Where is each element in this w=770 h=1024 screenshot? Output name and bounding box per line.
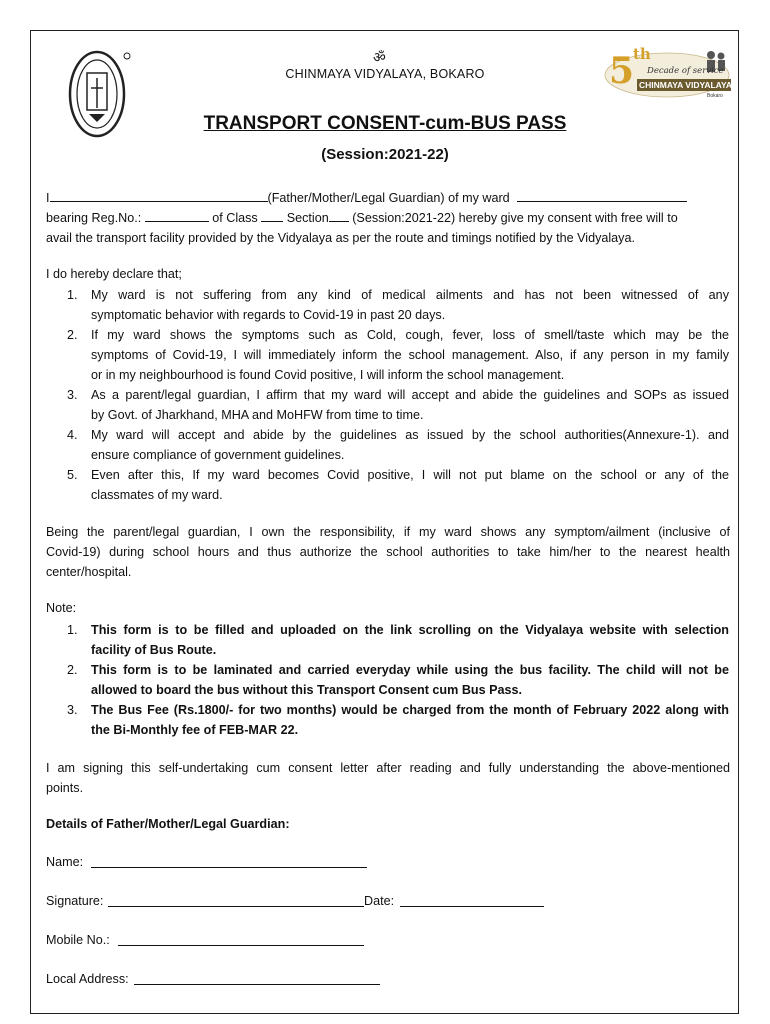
class-blank[interactable]: [261, 208, 283, 222]
note-1-line-1: This form is to be filled and uploaded on the link scrolling on the Vidyalaya website with selection: [91, 623, 729, 637]
name-label: Name:: [46, 855, 84, 869]
class-label: of Class: [212, 211, 258, 225]
declaration-2-line-3: or in my neighbourhood is found Covid positive, I will inform the school management.: [91, 368, 565, 382]
date-label: Date:: [364, 894, 395, 908]
note-2-line-1: This form is to be laminated and carried everyday while using the bus facility. The child will not be: [91, 663, 729, 677]
date-field[interactable]: [400, 906, 544, 907]
page-title: TRANSPORT CONSENT-cum-BUS PASS: [203, 113, 567, 134]
logo-tagline: Decade of service: [647, 66, 724, 76]
note-2-line-2: allowed to board the bus without this Transport Consent cum Bus Pass.: [91, 683, 523, 697]
section-label: Section: [286, 211, 329, 225]
responsibility-line-2: Covid-19) during school hours and thus authorize the school authorities to take him/her to the nearest health: [46, 545, 730, 559]
mobile-label: Mobile No.:: [46, 933, 110, 947]
ward-name-blank[interactable]: [517, 188, 687, 202]
intro-line-3: avail the transport facility provided by the Vidyalaya as per the route and timings notified by the Vidyalaya.: [46, 231, 635, 245]
section-blank[interactable]: [329, 208, 349, 222]
note-label: Note:: [46, 601, 77, 615]
declaration-number: 1.: [67, 288, 78, 302]
session-label: (Session:2021-22): [321, 146, 449, 163]
declare-intro: I do hereby declare that;: [46, 267, 182, 281]
details-heading: Details of Father/Mother/Legal Guardian:: [46, 817, 290, 831]
note-number: 1.: [67, 623, 78, 637]
declaration-1-line-1: My ward is not suffering from any kind of medical ailments and has not been witnessed of any: [91, 288, 729, 302]
signing-line-1: I am signing this self-undertaking cum consent letter after reading and fully understanding the above-mentioned: [46, 761, 730, 775]
declaration-1-line-2: symptomatic behavior with regards to Covid-19 in past 20 days.: [91, 308, 446, 322]
om-symbol: ॐ: [373, 49, 386, 65]
fifth-numeral: 5: [609, 50, 635, 92]
signature-label: Signature:: [46, 894, 104, 908]
reg-no-blank[interactable]: [145, 208, 209, 222]
declaration-number: 2.: [67, 328, 78, 342]
declaration-number: 4.: [67, 428, 78, 442]
school-name: CHINMAYA VIDYALAYA, BOKARO: [285, 67, 485, 81]
address-label: Local Address:: [46, 972, 129, 986]
declaration-2-line-2: symptoms of Covid-19, I will immediately inform the school management. Also, if any person in my family: [91, 348, 729, 362]
intro-line-2: [46, 208, 730, 228]
parent-name-blank[interactable]: [50, 188, 268, 202]
declaration-2-line-1: If my ward shows the symptoms such as Cold, cough, fever, loss of smell/taste which may be the: [91, 328, 729, 342]
logo-place: Bokaro: [707, 93, 723, 99]
intro-relation: (Father/Mother/Legal Guardian) of my ward: [267, 191, 510, 205]
intro-line-1: [46, 188, 730, 208]
responsibility-line-3: center/hospital.: [46, 565, 132, 579]
address-field[interactable]: [134, 984, 380, 985]
note-number: 2.: [67, 663, 78, 677]
signing-line-2: points.: [46, 781, 84, 795]
declaration-4-line-1: My ward will accept and abide by the guidelines as issued by the school authorities(Annexure-1). and: [91, 428, 729, 442]
name-field[interactable]: [91, 867, 367, 868]
mobile-field[interactable]: [118, 945, 364, 946]
reg-no-label: bearing Reg.No.:: [46, 211, 142, 225]
signature-field[interactable]: [108, 906, 364, 907]
declaration-3-line-2: by Govt. of Jharkhand, MHA and MoHFW from time to time.: [91, 408, 424, 422]
note-1-line-2: facility of Bus Route.: [91, 643, 217, 657]
fifth-suffix: th: [633, 45, 651, 63]
declaration-4-line-2: ensure compliance of government guidelines.: [91, 448, 345, 462]
responsibility-line-1: Being the parent/legal guardian, I own the responsibility, if my ward shows any symptom/ailment (inclusive of: [46, 525, 730, 539]
declaration-3-line-1: As a parent/legal guardian, I affirm that my ward will accept and abide the guidelines and SOPs as issued: [91, 388, 729, 402]
declaration-5-line-2: classmates of my ward.: [91, 488, 223, 502]
note-3-line-1: The Bus Fee (Rs.1800/- for two months) would be charged from the month of February 2022 along with: [91, 703, 729, 717]
logo-school-name: CHINMAYA VIDYALAYA: [639, 80, 733, 90]
declaration-5-line-1: Even after this, If my ward becomes Covid positive, I will not put blame on the school or any of the: [91, 468, 729, 482]
intro-consent: (Session:2021-22) hereby give my consent with free will to: [352, 211, 678, 225]
declaration-number: 3.: [67, 388, 78, 402]
intro-i: I: [46, 191, 50, 205]
note-number: 3.: [67, 703, 78, 717]
declaration-number: 5.: [67, 468, 78, 482]
note-3-line-2: the Bi-Monthly fee of FEB-MAR 22.: [91, 723, 299, 737]
